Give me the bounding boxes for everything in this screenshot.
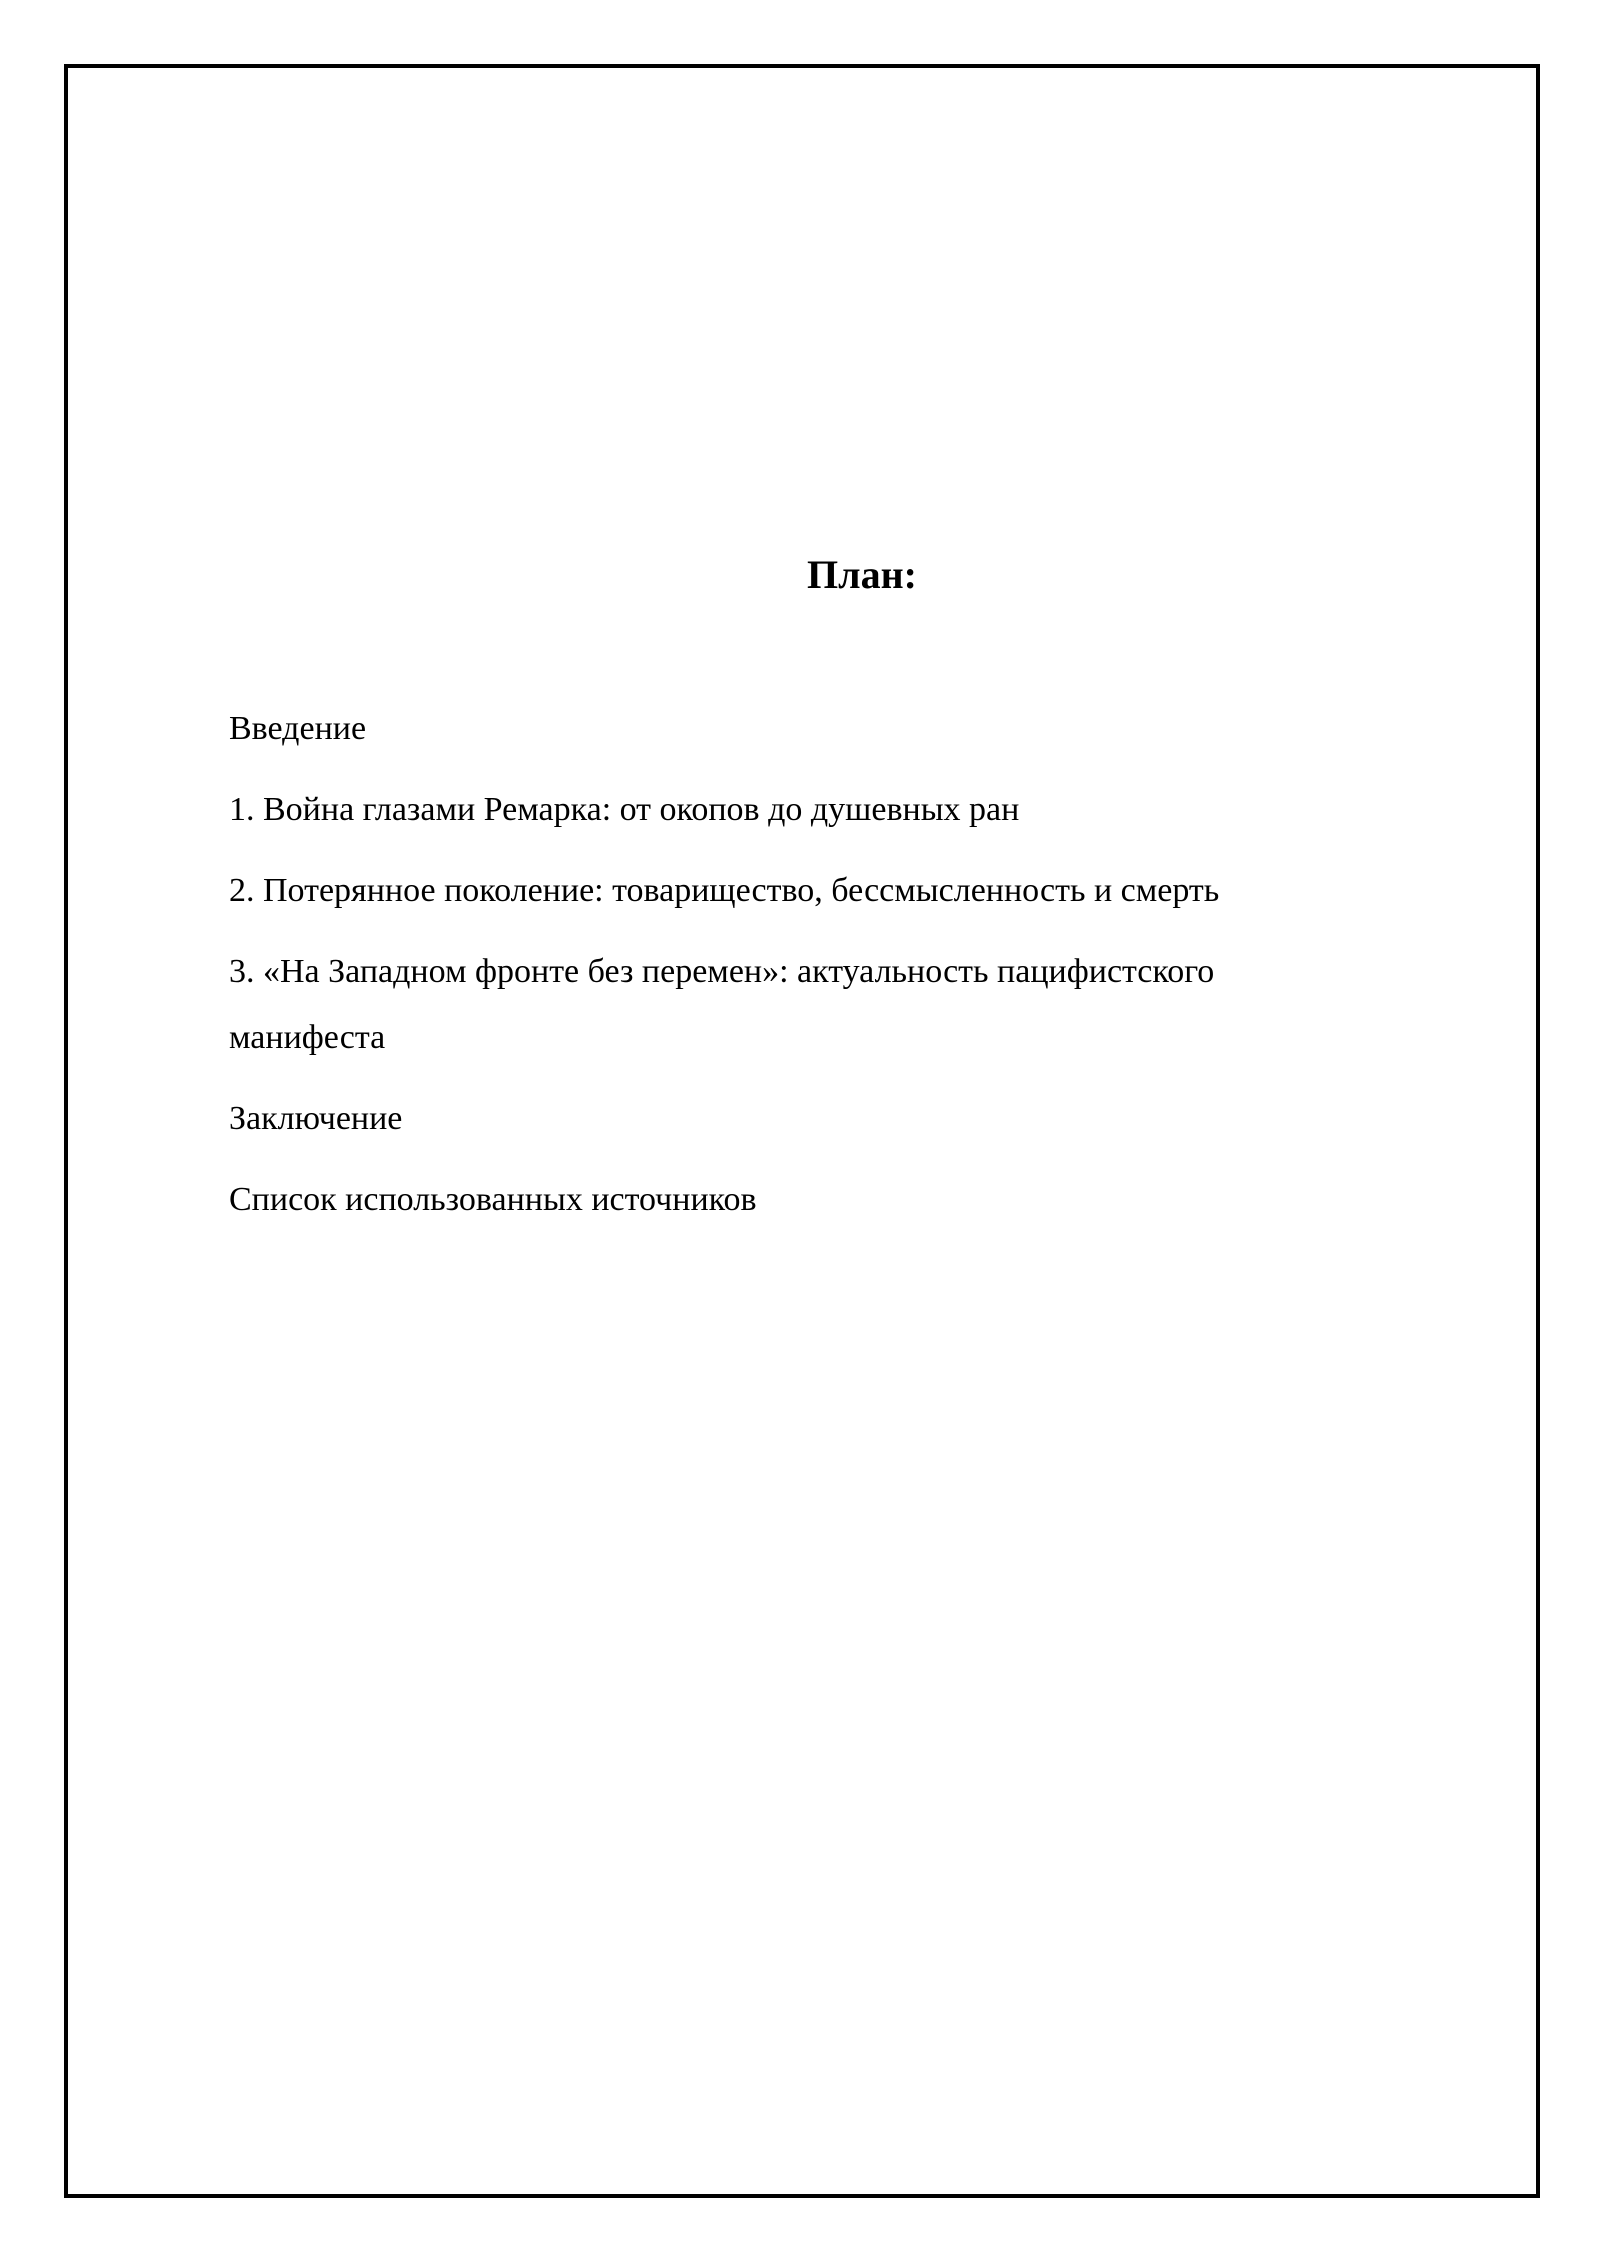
plan-item-chapter-3: 3. «На Западном фронте без перемен»: актуальность пацифистского манифеста	[229, 953, 1215, 1056]
plan-list	[229, 696, 1369, 1248]
plan-item-chapter-2: 2. Потерянное поколение: товарищество, бессмысленность и смерть	[229, 872, 1220, 909]
plan-item-introduction: Введение	[229, 710, 367, 747]
plan-item-chapter-1: 1. Война глазами Ремарка: от окопов до душевных ран	[229, 791, 1020, 828]
plan-item-references: Список использованных источников	[229, 1181, 757, 1218]
plan-item-conclusion: Заключение	[229, 1100, 403, 1137]
page-title: План:	[807, 552, 917, 597]
